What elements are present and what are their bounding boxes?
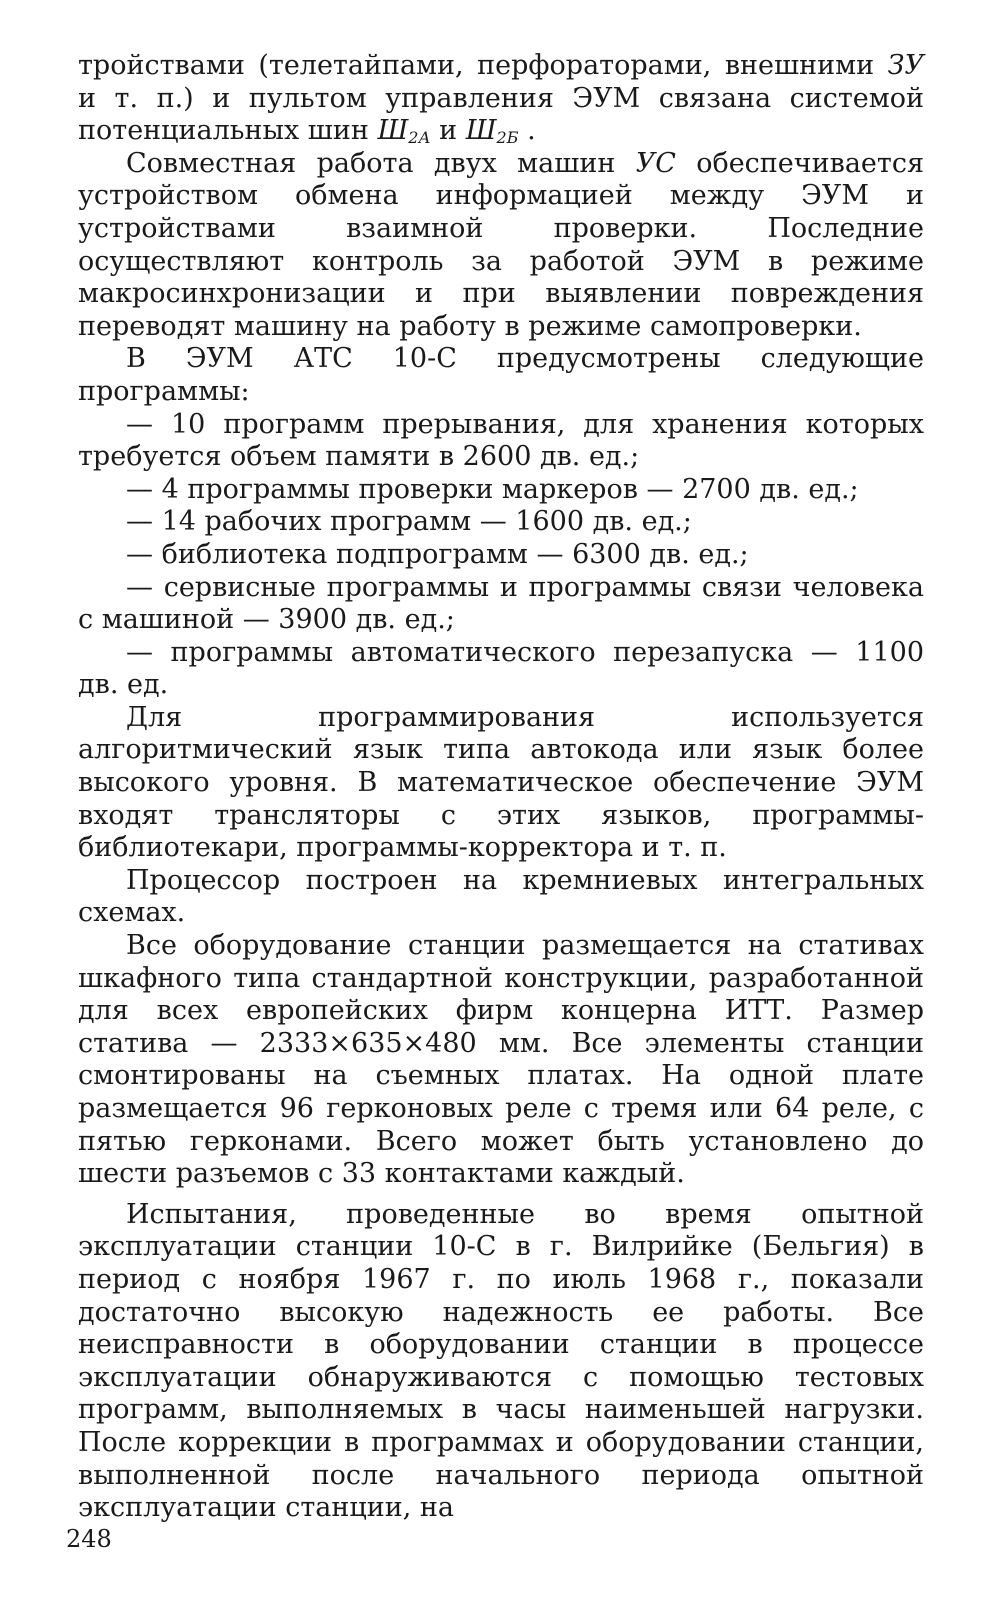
paragraph-programming-language: Для программирования используется алгоритмический язык типа автокода или язык более высокого уровня. В математическое обеспечение ЭУМ входят трансляторы с этих языков, программы-библиотекари, программы-корректора и т. п. [78,701,924,864]
list-item: — 14 рабочих программ — 1600 дв. ед.; [126,506,692,538]
bus-sh-2a: $Ш_{2А}$ [377,115,431,148]
paragraph-programs-intro: В ЭУМ АТС 10-С предусмотрены следующие программы: [78,343,924,407]
page-number: 248 [66,1525,112,1553]
paragraph-continuation: тройствами (телетайпами, перфораторами, внешними ЗУ и т. п.) и пультом управления ЭУМ связана системой потенциальных шин $Ш_{2А}$ и $Ш_{2Б}$ . [78,50,924,148]
list-item: — 10 программ прерывания, для хранения которых требуется объем памяти в 2600 дв. ед.; [78,408,924,473]
list-item: — 4 программы проверки маркеров — 2700 дв. ед.; [126,473,859,505]
bus-sh-2b: $Ш_{2Б}$ [465,115,519,148]
paragraph-joint-operation: Совместная работа двух машин УС обеспечивается устройством обмена информацией между ЭУМ и устройствами взаимной проверки. Последние осуществляют контроль за работой ЭУМ в режиме макросинхронизации и при выявлении повреждения переводят машину на работу в режиме самопроверки. [78,147,924,342]
abbr-zu: ЗУ [887,50,924,81]
paragraph-equipment: Все оборудование станции размещается на стативах шкафного типа стандартной конструкции, разработанной для всех европейских фирм концерна ИТТ. Размер статива — 2333×635×480 мм. Все элементы станции смонтированы на съемных платах. На одной плате размещается 96 герконовых реле с тремя или 64 реле, с пятью герконами. Всего может быть установлено до шести разъемов с 33 контактами каждый. [78,930,924,1190]
paragraph-processor: Процессор построен на кремниевых интегральных схемах. [78,864,924,929]
paragraph-gap [78,1191,924,1199]
list-item: — сервисные программы и программы связи человека с машиной — 3900 дв. ед.; [78,571,924,636]
paragraph-trials: Испытания, проведенные во время опытной эксплуатации станции 10-С в г. Вилрийке (Бельгия) в период с ноября 1967 г. по июль 1968 г., показали достаточно высокую надежность ее работы. Все неисправности в оборудовании станции в процессе эксплуатации обнаруживаются с помощью тестовых программ, выполняемых в часы наименьшей нагрузки. После коррекции в программах и оборудовании станции, выполненной после начального периода опытной эксплуатации станции, на [78,1198,924,1524]
abbr-us: УС [635,147,676,179]
page-body [78,50,924,1525]
list-item: — библиотека подпрограмм — 6300 дв. ед.; [126,538,749,570]
list-item: — программы автоматического перезапуска — 1100 дв. ед. [78,636,924,701]
